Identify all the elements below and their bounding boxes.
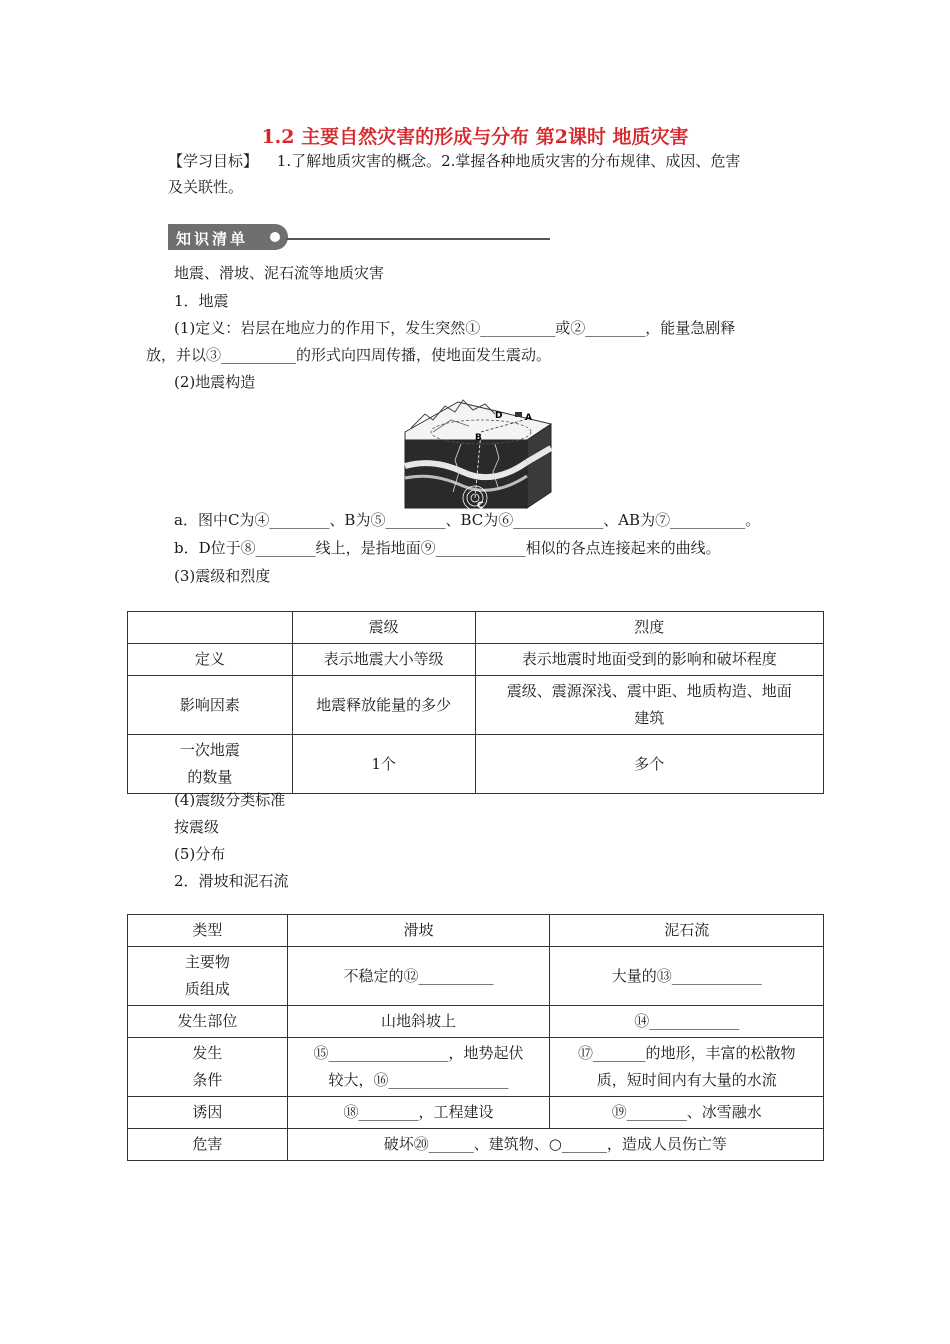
table-cell [287, 1038, 550, 1097]
table-row [128, 947, 824, 1006]
table-cell [128, 1038, 288, 1097]
table-cell [128, 735, 293, 794]
cell-line: 一次地震 [179, 741, 240, 759]
table-cell: 不稳定的⑫__________ [287, 947, 550, 1006]
table-cell: 类型 [128, 915, 288, 947]
section-rule [286, 238, 550, 240]
question-b: b．D位于⑧________线上，是指地面⑨____________相似的各点连接起来的曲线。 [174, 539, 721, 557]
table-row [128, 1129, 824, 1161]
table-cell: 诱因 [128, 1097, 288, 1129]
table-cell: 地震释放能量的多少 [292, 676, 475, 735]
definition-line-1: (1)定义：岩层在地应力的作用下，发生突然①__________或②________，能量急剧释 [174, 319, 736, 337]
page-title: 1.2 主要自然灾害的形成与分布 第2课时 地质灾害 [261, 126, 689, 148]
label-c: C [477, 501, 484, 510]
table-cell: 定义 [128, 644, 293, 676]
heading-magnitude: (3)震级和烈度 [174, 567, 271, 585]
definition-line-2: 放，并以③__________的形式向四周传播，使地面发生震动。 [146, 346, 552, 364]
section-label: 知识清单 [176, 230, 249, 248]
heading-distribution: (5)分布 [174, 845, 226, 863]
cell-line: 质组成 [184, 980, 230, 998]
section-pill [168, 224, 288, 250]
table-cell: ⑲________、冰雪融水 [550, 1097, 824, 1129]
objective-text: 1.了解地质灾害的概念。2.掌握各种地质灾害的分布规律、成因、危害 [276, 152, 741, 170]
table-cell: 山地斜坡上 [287, 1006, 550, 1038]
cell-line: 震级、震源深浅、震中距、地质构造、地面 [506, 682, 792, 700]
label-d: D [495, 411, 503, 421]
table-cell: 表示地震时地面受到的影响和破坏程度 [475, 644, 824, 676]
table-cell [128, 947, 288, 1006]
table-cell: 1个 [292, 735, 475, 794]
table-cell: 危害 [128, 1129, 288, 1161]
table-cell: 破坏⑳______、建筑物、○______，造成人员伤亡等 [287, 1129, 823, 1161]
heading-structure: (2)地震构造 [174, 373, 256, 391]
table-cell: 多个 [475, 735, 824, 794]
table-cell: 大量的⑬____________ [550, 947, 824, 1006]
label-a: A [525, 413, 532, 423]
cell-line: 质，短时间内有大量的水流 [596, 1071, 777, 1089]
intro-line: 地震、滑坡、泥石流等地质灾害 [174, 264, 385, 282]
objective-label: 【学习目标】 [168, 152, 259, 170]
objective-line-1 [168, 150, 740, 171]
table-row [128, 735, 824, 794]
heading-landslide: 2．滑坡和泥石流 [174, 872, 289, 890]
table-row [128, 1006, 824, 1038]
cell-line: 条件 [192, 1071, 223, 1089]
table-row [128, 644, 824, 676]
table-row [128, 612, 824, 644]
cell-line: ⑮________________，地势起伏 [313, 1044, 524, 1062]
table-cell: ⑱________，工程建设 [287, 1097, 550, 1129]
table-cell [128, 612, 293, 644]
table-row [128, 1038, 824, 1097]
cell-line: ⑰_______的地形，丰富的松散物 [577, 1044, 796, 1062]
cell-line: 发生 [192, 1044, 223, 1062]
heading-earthquake: 1．地震 [174, 292, 229, 310]
table-cell: ⑭____________ [550, 1006, 824, 1038]
cell-line: 主要物 [184, 953, 230, 971]
table-cell: 震级 [292, 612, 475, 644]
by-magnitude: 按震级 [174, 818, 220, 836]
table-cell: 影响因素 [128, 676, 293, 735]
table-row [128, 1097, 824, 1129]
heading-classification: (4)震级分类标准 [174, 791, 286, 809]
table-cell [550, 1038, 824, 1097]
objective-line-2: 及关联性。 [168, 178, 244, 196]
label-b: B [475, 433, 482, 443]
landslide-debris-flow-table [127, 914, 824, 1161]
table-cell: 发生部位 [128, 1006, 288, 1038]
question-a: a．图中C为④________、B为⑤________、BC为⑥____________、AB为⑦__________。 [174, 511, 761, 529]
table-cell: 泥石流 [550, 915, 824, 947]
earthquake-structure-figure [403, 392, 553, 514]
table-row [128, 676, 824, 735]
table-cell: 烈度 [475, 612, 824, 644]
magnitude-intensity-table [127, 611, 824, 794]
table-cell: 表示地震大小等级 [292, 644, 475, 676]
earthquake-block-diagram [403, 392, 553, 510]
table-row [128, 915, 824, 947]
table-cell: 滑坡 [287, 915, 550, 947]
cell-line: 的数量 [187, 768, 233, 786]
bullet-dot-icon [270, 232, 280, 242]
cell-line: 较大，⑯________________ [328, 1071, 509, 1089]
cell-line: 建筑 [634, 709, 665, 727]
table-cell [475, 676, 824, 735]
